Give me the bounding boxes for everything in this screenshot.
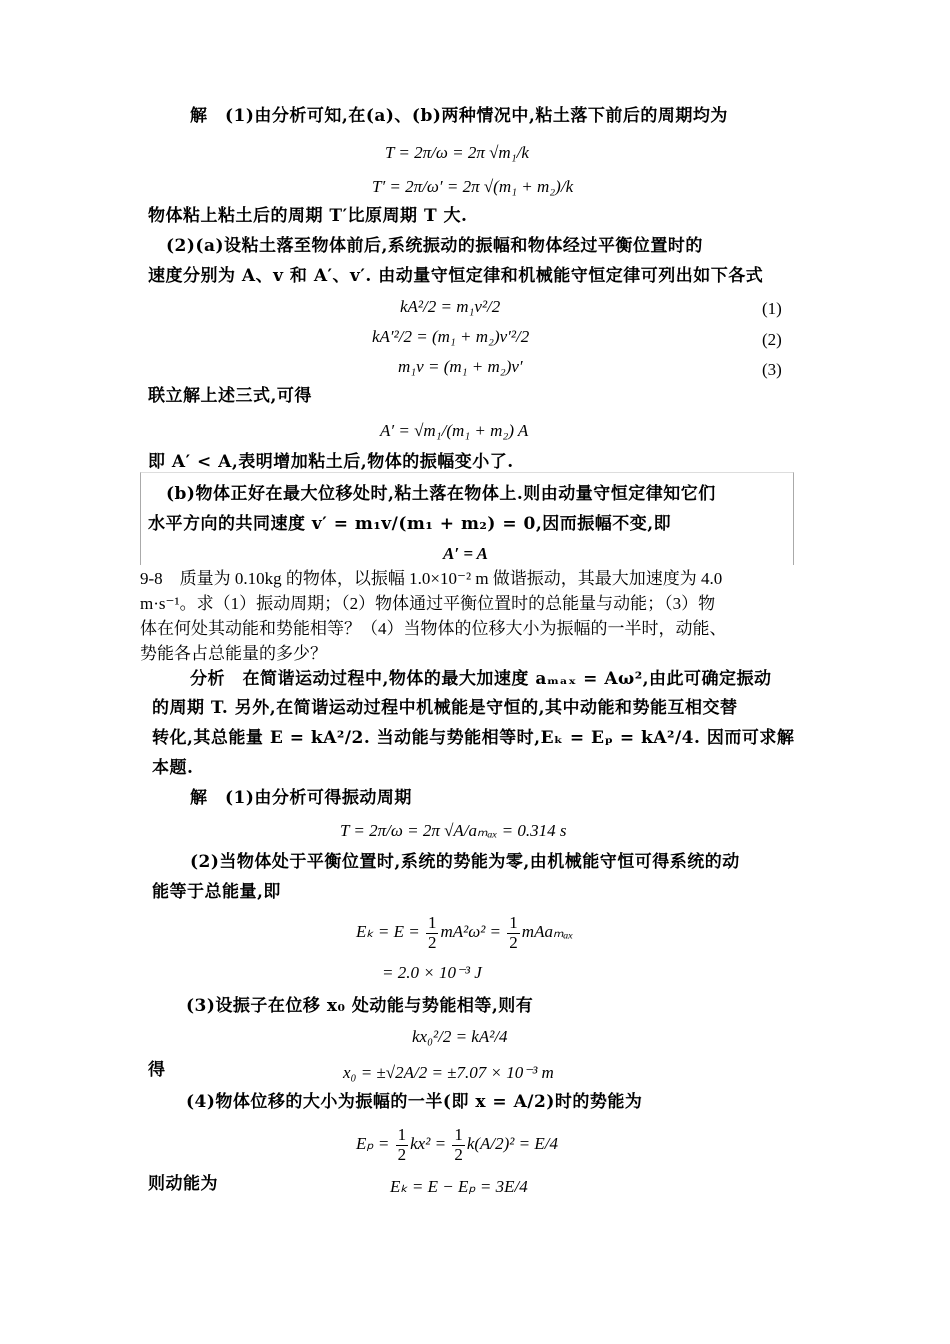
denominator: 2 — [427, 932, 437, 952]
equation-energy — [356, 914, 573, 952]
equation-amplitude: A′ = √m₁/(m₁ + m₂) A — [380, 421, 529, 440]
equation-amplitude-equal: A′ = A — [443, 544, 489, 563]
analysis-line: 分析 在简谐运动过程中,物体的最大加速度 aₘₐₓ = Aω²,由此可确定振动 — [190, 669, 772, 689]
text-line: 速度分别为 A、v 和 A′、v′. 由动量守恒定律和机械能守恒定律可列出如下各式 — [148, 266, 764, 286]
eq-part: Eₖ = E = — [356, 922, 424, 942]
solution-line: (4)物体位移的大小为振幅的一半(即 x = A/2)时的势能为 — [186, 1092, 643, 1112]
analysis-line: 本题. — [152, 758, 194, 778]
numerator: 1 — [427, 913, 437, 932]
fraction — [426, 914, 439, 952]
eq-part: mAaₘₐₓ — [521, 922, 574, 942]
denominator: 2 — [509, 932, 518, 952]
fraction — [507, 914, 520, 952]
text-line: 水平方向的共同速度 v′ = m₁v/(m₁ + m₂) = 0,因而振幅不变,即 — [148, 514, 672, 534]
eq-part: mA²ω² = — [440, 922, 506, 942]
fraction — [452, 1126, 465, 1164]
equation-2: kA′²/2 = (m₁ + m₂)v′²/2 — [372, 327, 530, 346]
equation-number: (1) — [762, 299, 782, 318]
solution-line: (2)当物体处于平衡位置时,系统的势能为零,由机械能守恒可得系统的动 — [190, 852, 740, 872]
equation-kinetic: Eₖ = E − Eₚ = 3E/4 — [390, 1177, 528, 1196]
text-line: (2)(a)设粘土落至物体前后,系统振动的振幅和物体经过平衡位置时的 — [166, 236, 703, 256]
equation-potential — [356, 1126, 558, 1164]
numerator: 1 — [509, 913, 518, 932]
equation-equal-energy: kx₀²/2 = kA²/4 — [412, 1027, 508, 1046]
analysis-line: 转化,其总能量 E = kA²/2. 当动能与势能相等时,Eₖ = Eₚ = kA²/4. 因而可求解 — [152, 728, 795, 748]
equation-energy-value: = 2.0 × 10⁻³ J — [382, 963, 482, 982]
solution-intro-line: 解 (1)由分析可知,在(a)、(b)两种情况中,粘土落下前后的周期均为 — [190, 106, 728, 126]
eq-part: Eₚ = — [356, 1134, 394, 1154]
solution-line: (3)设振子在位移 x₀ 处动能与势能相等,则有 — [186, 996, 534, 1016]
fraction — [396, 1126, 409, 1164]
question-line: 9-8 质量为 0.10kg 的物体，以振幅 1.0×10⁻² m 做谐振动，其最大加速度为 4.0 — [140, 569, 723, 588]
text-line: 联立解上述三式,可得 — [148, 386, 312, 406]
denominator: 2 — [454, 1144, 463, 1164]
equation-period-result: T = 2π/ω = 2π √A/aₘₐₓ = 0.314 s — [340, 821, 567, 840]
numerator: 1 — [397, 1125, 407, 1144]
text-line: (b)物体正好在最大位移处时,粘土落在物体上.则由动量守恒定律知它们 — [166, 484, 716, 504]
question-line: 体在何处其动能和势能相等？（4）当物体的位移大小为振幅的一半时，动能、 — [140, 619, 727, 638]
equation-period: T = 2π/ω = 2π √m₁/k — [385, 143, 529, 162]
text-line: 即 A′ < A,表明增加粘土后,物体的振幅变小了. — [148, 452, 514, 472]
eq-part: k(A/2)² = E/4 — [466, 1134, 558, 1154]
equation-number: (3) — [762, 360, 782, 379]
eq-part: kx² = — [410, 1134, 451, 1154]
denominator: 2 — [397, 1144, 407, 1164]
equation-period-new: T′ = 2π/ω′ = 2π √(m₁ + m₂)/k — [372, 177, 574, 196]
equation-number: (2) — [762, 330, 782, 349]
equation-x0: x₀ = ±√2A/2 = ±7.07 × 10⁻³ m — [343, 1063, 554, 1082]
lead-text: 则动能为 — [148, 1174, 218, 1194]
analysis-line: 的周期 T. 另外,在简谐运动过程中机械能是守恒的,其中动能和势能互相交替 — [152, 698, 738, 718]
equation-3: m₁v = (m₁ + m₂)v′ — [398, 357, 523, 376]
solution-line: 能等于总能量,即 — [152, 882, 281, 902]
text-line: 物体粘上粘土后的周期 T′比原周期 T 大. — [148, 206, 468, 226]
solution-line: 解 (1)由分析可得振动周期 — [190, 788, 412, 808]
question-line: m·s⁻¹。求（1）振动周期；（2）物体通过平衡位置时的总能量与动能；（3）物 — [140, 594, 716, 613]
question-line: 势能各占总能量的多少？ — [140, 644, 327, 663]
lead-word: 得 — [148, 1060, 166, 1080]
numerator: 1 — [454, 1125, 463, 1144]
equation-1: kA²/2 = m₁v²/2 — [400, 297, 501, 316]
